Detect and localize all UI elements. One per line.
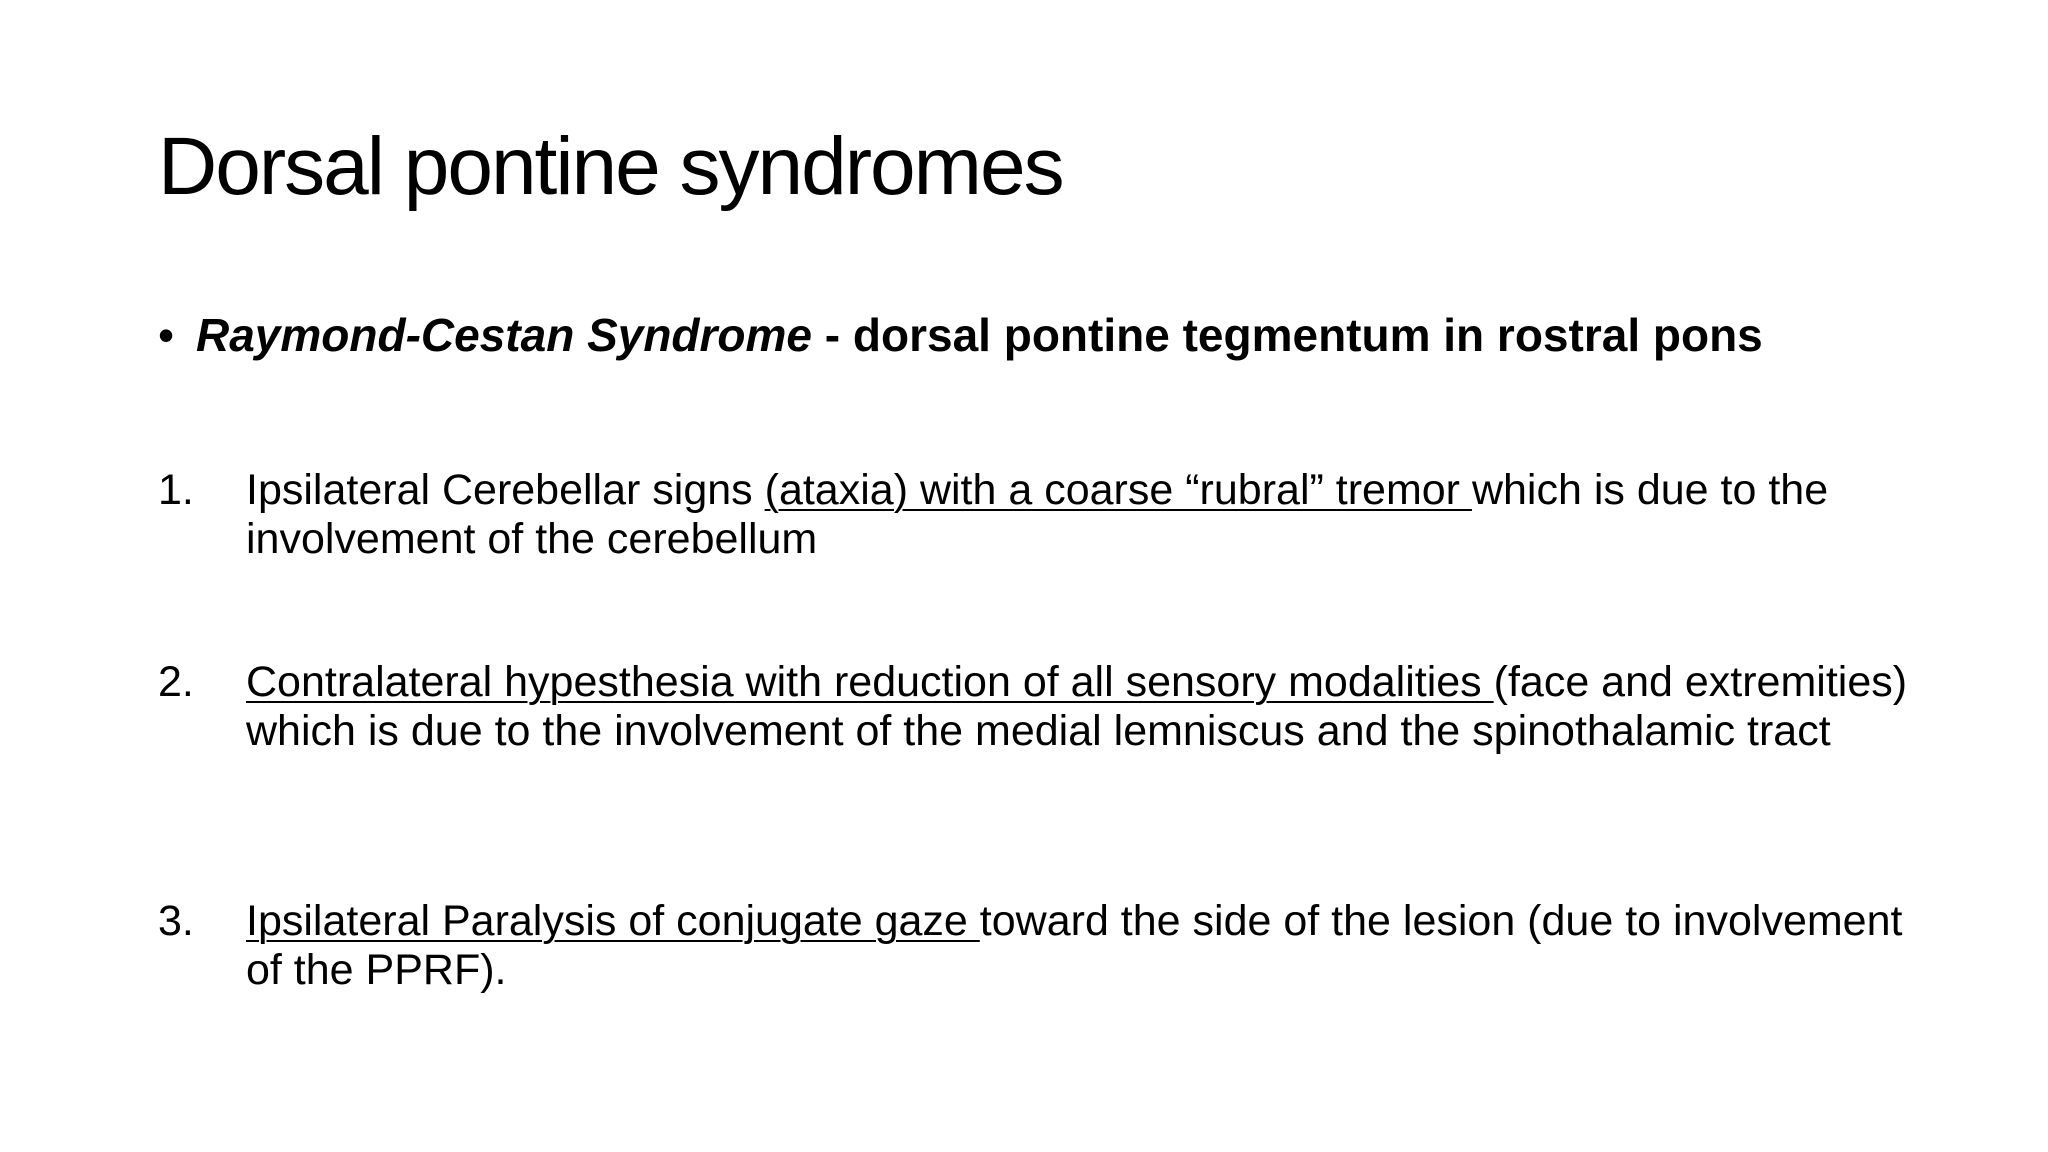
syndrome-dash: -: [812, 309, 853, 361]
list-item: [158, 466, 1918, 564]
list-item: [158, 658, 1918, 756]
bullet-marker: •: [158, 309, 175, 361]
list-item-number: 2.: [158, 658, 194, 706]
slide-title: Dorsal pontine syndromes: [158, 121, 1063, 212]
list-item-text-underlined: Ipsilateral Paralysis of conjugate gaze: [246, 897, 980, 945]
list-item-text-rest: toward the side of the lesion (due to involvement of the PPRF).: [246, 897, 1903, 994]
syndrome-bullet: [158, 308, 1763, 363]
list-item-text-underlined: Contralateral hypesthesia with reduction of all sensory modalities: [246, 658, 1494, 706]
list-item-text-rest: which is due to the involvement of the cerebellum: [246, 466, 1829, 563]
list-item-text-underlined: (ataxia) with a coarse “rubral” tremor: [764, 466, 1472, 514]
syndrome-description: dorsal pontine tegmentum in rostral pons: [852, 309, 1763, 361]
list-item-text-rest: (face and extremities) which is due to the involvement of the medial lemniscus and the spinothalamic tract: [246, 658, 1908, 755]
list-item-text: [246, 658, 1918, 756]
list-item-text: [246, 466, 1918, 564]
list-item-text-plain: Ipsilateral Cerebellar signs: [246, 466, 765, 514]
list-item-text: [246, 897, 1918, 995]
list-item-number: 3.: [158, 897, 194, 945]
list-item-number: 1.: [158, 466, 194, 514]
syndrome-name: Raymond-Cestan Syndrome: [196, 309, 813, 361]
list-item: [158, 897, 1918, 995]
